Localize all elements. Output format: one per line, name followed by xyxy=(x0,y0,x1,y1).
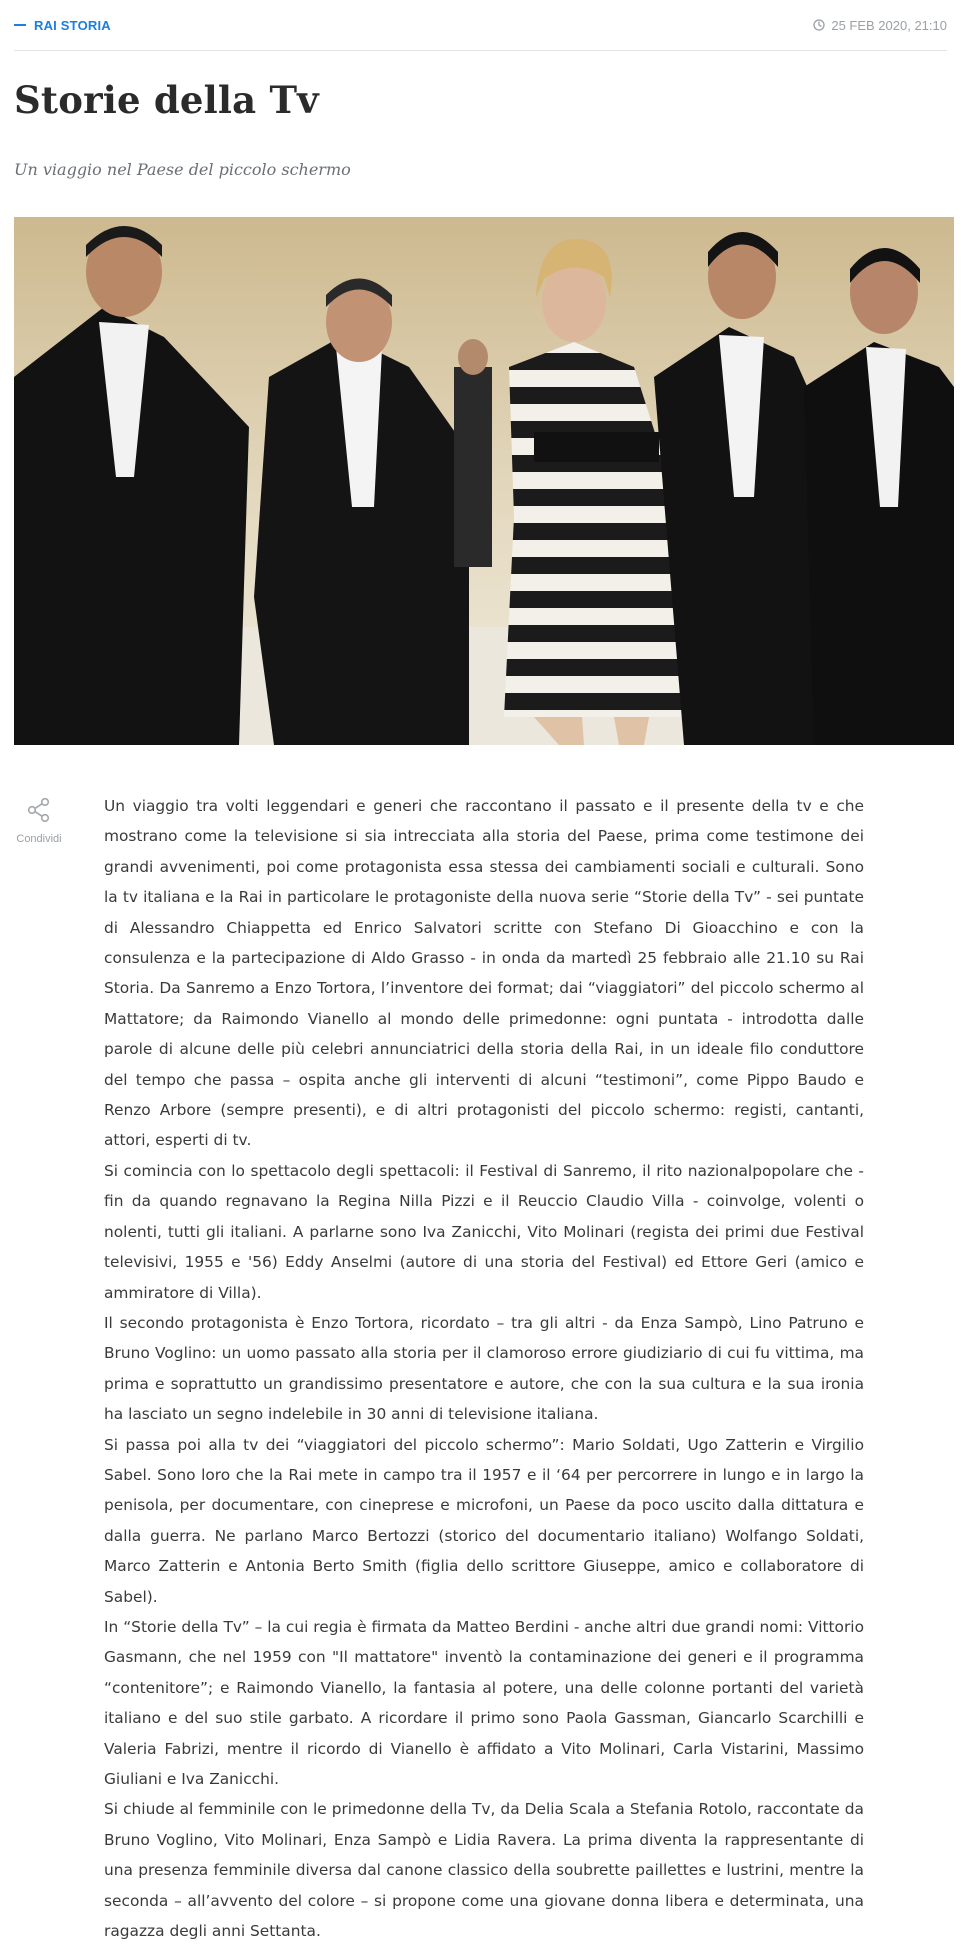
channel-label: RAI STORIA xyxy=(34,17,111,33)
article-paragraph: Il secondo protagonista è Enzo Tortora, ricordato – tra gli altri - da Enza Sampò, Lino Patruno e Bruno Voglino: un uomo passato alla storia per il clamoroso errore giudiziario di cui fu vittima, ma prima e soprattutto un grandissimo presentatore e autore, che con la sua cultura e la sua ironia ha lasciato un segno indelebile in 30 anni di televisione italiana. xyxy=(104,1313,864,1424)
article-header xyxy=(14,0,947,51)
article-paragraph: Si chiude al femminile con le primedonne della Tv, da Delia Scala a Stefania Rotolo, raccontate da Bruno Voglino, Vito Molinari, Enza Sampò e Lidia Ravera. La prima diventa la rappresentante di una presenza femminile diversa dal canone classico della soubrette paillettes e lustrini, mentre la seconda – all’avvento del colore – si propone come una giovane donna libera e determinata, una ragazza degli anni Settanta. xyxy=(104,1800,864,1941)
share-button[interactable] xyxy=(14,797,64,845)
article-paragraph: Si passa poi alla tv dei “viaggiatori del piccolo schermo”: Mario Soldati, Ugo Zatterin e Virgilio Sabel. Sono loro che la Rai mete in campo tra il 1957 e il ‘64 per percorrere in lungo e in largo la penisola, per documentare, con cineprese e microfoni, un Paese da poco uscito dalla dittatura e dalla guerra. Ne parlano Marco Bertozzi (storico del documentario italiano) Wolfango Soldati, Marco Zatterin e Antonia Berto Smith (figlia dello scrittore Giuseppe, amico e collaboratore di Sabel). xyxy=(104,1435,864,1606)
page-subtitle: Un viaggio nel Paese del piccolo schermo xyxy=(14,160,351,179)
publish-date xyxy=(813,18,947,33)
share-label: Condividi xyxy=(16,833,62,845)
channel-link[interactable] xyxy=(14,18,111,33)
article-paragraph: Un viaggio tra volti leggendari e generi che raccontano il passato e il presente della tv e che mostrano come la televisione si sia intrecciata alla storia del Paese, prima come testimone dei grandi avvenimenti, poi come protagonista essa stessa dei cambiamenti sociali e culturali. Sono la tv italiana e la Rai in particolare le protagoniste della nuova serie “Storie della Tv” - sei puntate di Alessandro Chiappetta ed Enrico Salvatori scritte con Stefano Di Gioacchino e con la consulenza e la partecipazione di Aldo Grasso - in onda da martedì 25 febbraio alle 21.10 su Rai Storia. Da Sanremo a Enzo Tortora, l’inventore dei format; dai “viaggiatori” del piccolo schermo al Mattatore; da Raimondo Vianello al mondo delle primedonne: ogni puntata - introdotta dalle parole di alcune delle più celebri annunciatrici della storia della Rai, in un ideale filo conduttore del tempo che passa – ospita anche gli interventi di alcuni “testimoni”, come Pippo Baudo e Renzo Arbore (sempre presenti), e di altri protagonisti del piccolo schermo: registi, cantanti, attori, esperti di tv. xyxy=(104,797,864,1150)
hero-image xyxy=(14,217,954,745)
page-title: Storie della Tv xyxy=(14,78,319,122)
publish-date-text: 25 FEB 2020, 21:10 xyxy=(831,17,947,33)
article-paragraph: Si comincia con lo spettacolo degli spettacoli: il Festival di Sanremo, il rito nazionalpopolare che - fin da quando regnavano la Regina Nilla Pizzi e il Reuccio Claudio Villa - coinvolge, volenti o nolenti, tutti gli italiani. A parlarne sono Iva Zanicchi, Vito Molinari (regista dei primi due Festival televisivi, 1955 e '56) Eddy Anselmi (autore di una storia del Festival) ed Ettore Geri (amico e ammiratore di Villa). xyxy=(104,1161,864,1302)
dash-icon xyxy=(14,24,26,26)
article-body xyxy=(104,791,864,1946)
hero-photo-illustration xyxy=(14,217,954,745)
article-paragraph: In “Storie della Tv” – la cui regia è firmata da Matteo Berdini - anche altri due grandi nomi: Vittorio Gasmann, che nel 1959 con "Il mattatore" inventò la contaminazione dei generi e il programma “contenitore”; e Raimondo Vianello, la fantasia al potere, una delle colonne portanti del varietà italiano e del suo stile garbato. A ricordare il primo sono Paola Gassman, Giancarlo Scarchilli e Valeria Fabrizi, mentre il ricordo di Vianello è affidato a Vito Molinari, Carla Vistarini, Massimo Giuliani e Iva Zanicchi. xyxy=(104,1617,864,1788)
share-icon xyxy=(26,797,52,823)
clock-icon xyxy=(813,19,825,31)
